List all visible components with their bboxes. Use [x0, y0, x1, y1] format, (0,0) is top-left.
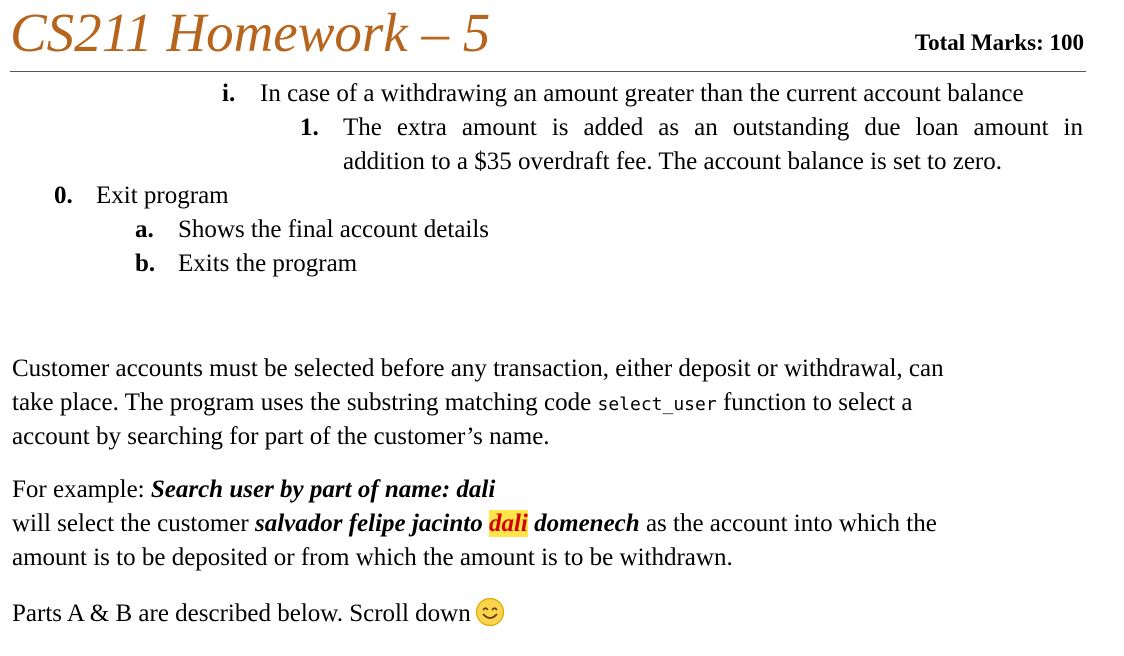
option-exit-program	[54, 180, 229, 212]
list-marker: i.	[222, 80, 236, 107]
nested-item-1-line1	[300, 112, 1083, 144]
example-prompt: Search user by part of name: dali	[150, 476, 496, 503]
example-prefix: For example:	[12, 476, 151, 503]
nested-item-1-line2: addition to a $35 overdraft fee. The account balance is set to zero.	[343, 148, 1002, 175]
list-text: Exit program	[96, 182, 229, 209]
option-exit-item-b	[135, 248, 357, 280]
example-line1	[12, 474, 495, 506]
code-select-user: select_user	[597, 394, 717, 415]
example-text: as the account into which the	[639, 510, 937, 537]
page-title: CS211 Homework – 5	[10, 2, 491, 63]
paragraph-text: take place. The program uses the substring matching code	[12, 389, 598, 416]
list-marker: a.	[135, 216, 154, 243]
paragraph-accounts-line3: account by searching for part of the customer’s name.	[12, 423, 550, 450]
option-exit-item-a	[135, 214, 489, 246]
example-line3: amount is to be deposited or from which the amount is to be withdrawn.	[12, 544, 733, 571]
customer-name-highlight: dali	[488, 510, 528, 537]
footer-line	[12, 597, 505, 630]
list-text: In case of a withdrawing an amount greater than the current account balance	[260, 80, 1024, 107]
list-marker: 1.	[300, 114, 319, 141]
paragraph-accounts-line1: Customer accounts must be selected before any transaction, either deposit or withdrawal, can	[12, 355, 944, 382]
paragraph-accounts-line2	[12, 387, 912, 421]
list-marker: 0.	[54, 182, 73, 209]
list-text: The extra amount is added as an outstanding due loan amount in	[343, 114, 1083, 141]
list-text: Exits the program	[178, 250, 358, 277]
paragraph-text: function to select a	[716, 389, 913, 416]
customer-name-part1: salvador felipe jacinto	[254, 510, 483, 537]
list-text: Shows the final account details	[178, 216, 490, 243]
example-line2	[12, 508, 937, 540]
sublist-item-i	[222, 78, 1024, 110]
header-divider	[10, 71, 1086, 72]
customer-name-part2: domenech	[534, 510, 640, 537]
list-marker: b.	[135, 250, 156, 277]
example-text: will select the customer	[12, 510, 255, 537]
footer-text: Parts A & B are described below. Scroll down	[12, 600, 471, 627]
smiling-face-icon	[475, 597, 505, 627]
total-marks: Total Marks: 100	[914, 30, 1084, 55]
